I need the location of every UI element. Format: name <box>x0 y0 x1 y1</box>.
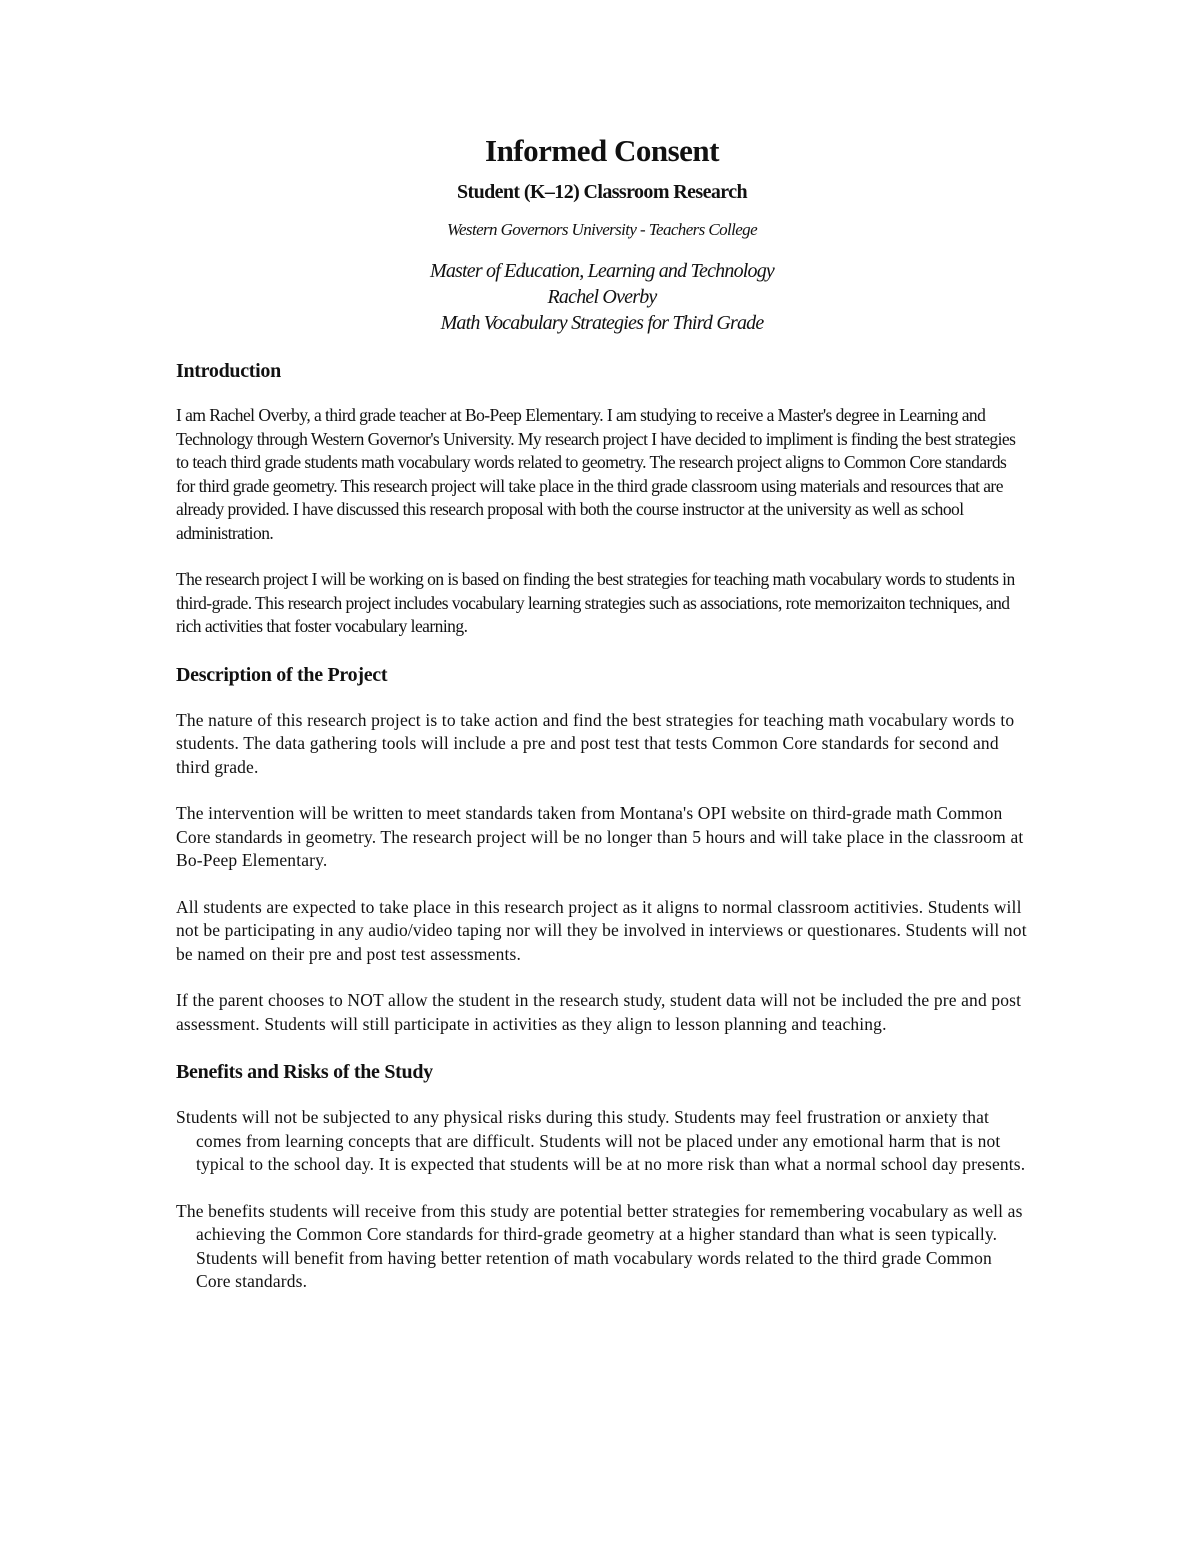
introduction-paragraph-2: The research project I will be working on is based on finding the best strategies for teaching math vocabulary words to students in third-grade. This research project includes vocabulary learning strategies such as associations, rote memorizaiton techniques, and rich activities that foster vocabulary learning. <box>176 569 1015 636</box>
author-name: Rachel Overby <box>547 286 657 308</box>
benefits-risks-heading: Benefits and Risks of the Study <box>176 1061 433 1083</box>
document-body <box>176 132 1028 1294</box>
document-title: Informed Consent <box>485 133 719 168</box>
document-subtitle: Student (K–12) Classroom Research <box>456 181 747 203</box>
description-heading: Description of the Project <box>176 663 388 686</box>
program-name: Master of Education, Learning and Technology <box>429 260 775 282</box>
introduction-paragraph-1: I am Rachel Overby, a third grade teacher at Bo-Peep Elementary. I am studying to receive a Master's degree in Learning and Technology through Western Governor's University. My research project I have decided to impliment is finding the best strategies to teach third grade students math vocabulary words related to geometry. The research project aligns to Common Core standards for third grade geometry. This research project will take place in the third grade classroom using materials and resources that are already provided. I have discussed this research proposal with both the course instructor at the university as well as school administration. <box>176 405 1016 543</box>
project-meta <box>176 258 1028 336</box>
description-paragraph-3: All students are expected to take place in this research project as it aligns to normal classroom actitivies. Students will not be participating in any audio/video taping nor will they be involved in interviews or questionares. Students will not be named on their pre and post test assessments. <box>176 896 1027 964</box>
project-title: Math Vocabulary Strategies for Third Grade <box>440 312 764 334</box>
institution-name: Western Governors University - Teachers College <box>446 220 758 239</box>
benefits-risks-paragraph-1: Students will not be subjected to any physical risks during this study. Students may feel frustration or anxiety that comes from learning concepts that are difficult. Students will not be placed under any emotional harm that is not typical to the school day. It is expected that students will be at no more risk than what a normal school day presents. <box>176 1107 1026 1174</box>
description-paragraph-4: If the parent chooses to NOT allow the student in the research study, student data will not be included the pre and post assessment. Students will still participate in activities as they align to lesson planning and teaching. <box>176 990 1022 1034</box>
description-paragraph-2: The intervention will be written to meet standards taken from Montana's OPI website on third-grade math Common Core standards in geometry. The research project will be no longer than 5 hours and will take place in the classroom at Bo-Peep Elementary. <box>176 803 1024 870</box>
description-paragraph-1: The nature of this research project is to take action and find the best strategies for teaching math vocabulary words to students. The data gathering tools will include a pre and post test that tests Common Core standards for second and third grade. <box>176 709 1015 777</box>
introduction-heading: Introduction <box>176 360 281 382</box>
benefits-risks-paragraph-2: The benefits students will receive from this study are potential better strategies for remembering vocabulary as well as achieving the Common Core standards for third-grade geometry at a higher standard than what is seen typically. Students will benefit from having better retention of math vocabulary words related to the third grade Common Core standards. <box>176 1200 1023 1291</box>
